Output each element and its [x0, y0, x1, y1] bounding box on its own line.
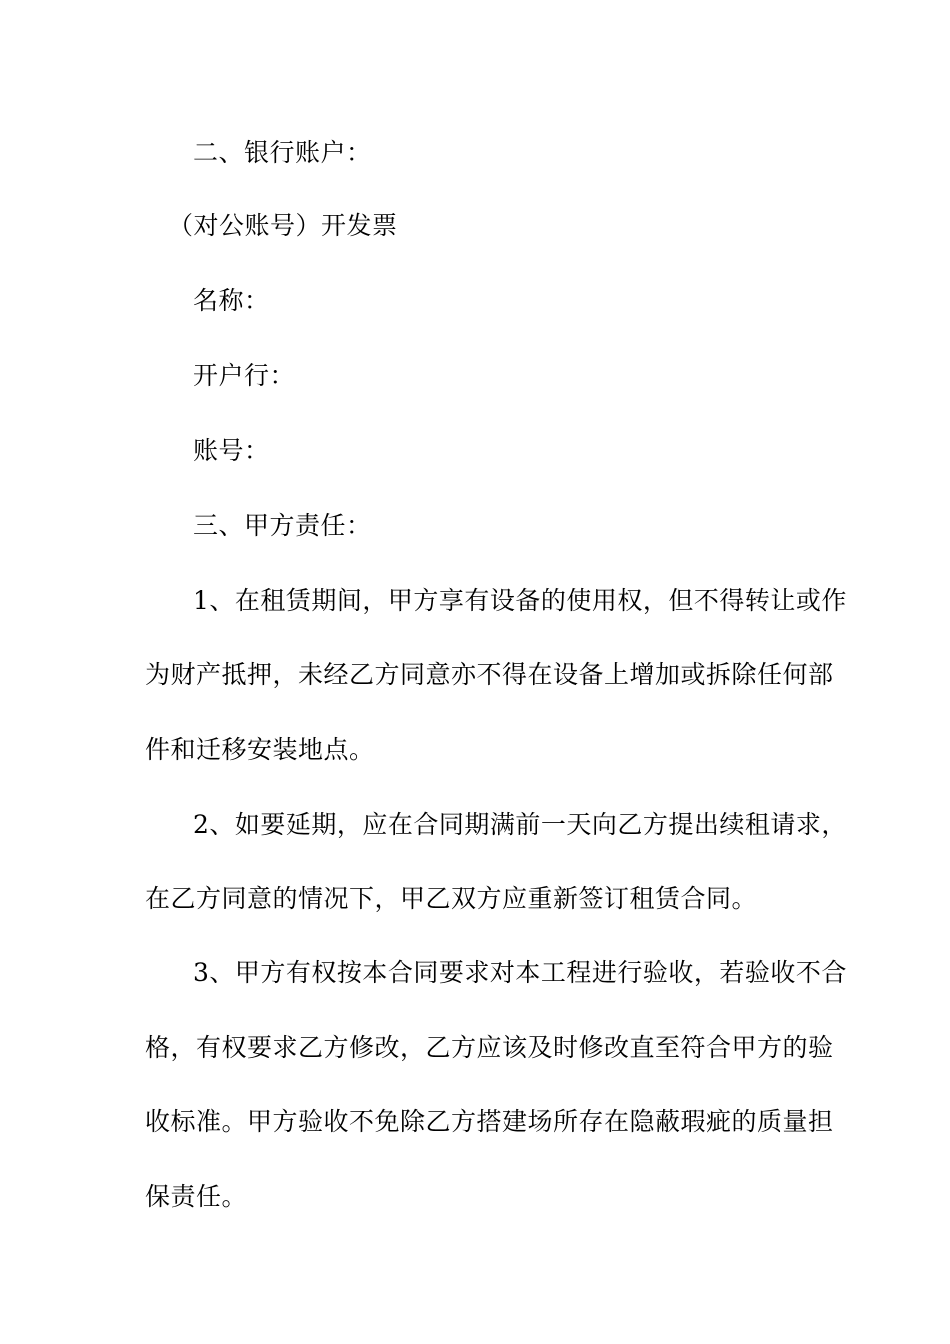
- field-label-bank: 开户行：: [193, 361, 296, 390]
- clause-3-line-4: 保责任。: [145, 1182, 248, 1211]
- clause-3-line-1: 3、甲方有权按本合同要求对本工程进行验收，若验收不合: [193, 958, 847, 987]
- field-label-name: 名称：: [193, 286, 270, 315]
- clause-1-line-3: 件和迁移安装地点。: [145, 735, 375, 764]
- clause-2-line-2: 在乙方同意的情况下，甲乙双方应重新签订租赁合同。: [145, 884, 758, 913]
- clause-3-line-3: 收标准。甲方验收不免除乙方搭建场所存在隐蔽瑕疵的质量担: [145, 1107, 834, 1136]
- paragraph-invoice-note: （对公账号）开发票: [168, 211, 398, 240]
- clause-3-line-2: 格，有权要求乙方修改，乙方应该及时修改直至符合甲方的验: [145, 1033, 834, 1062]
- clause-1-line-2: 为财产抵押，未经乙方同意亦不得在设备上增加或拆除任何部: [145, 660, 834, 689]
- section-heading-bank-account: 二、银行账户：: [193, 138, 372, 167]
- field-label-account: 账号：: [193, 436, 270, 465]
- clause-1-line-1: 1、在租赁期间，甲方享有设备的使用权，但不得转让或作: [193, 586, 847, 615]
- clause-2-line-1: 2、如要延期，应在合同期满前一天向乙方提出续租请求，: [193, 810, 847, 839]
- section-heading-party-a: 三、甲方责任：: [193, 511, 372, 540]
